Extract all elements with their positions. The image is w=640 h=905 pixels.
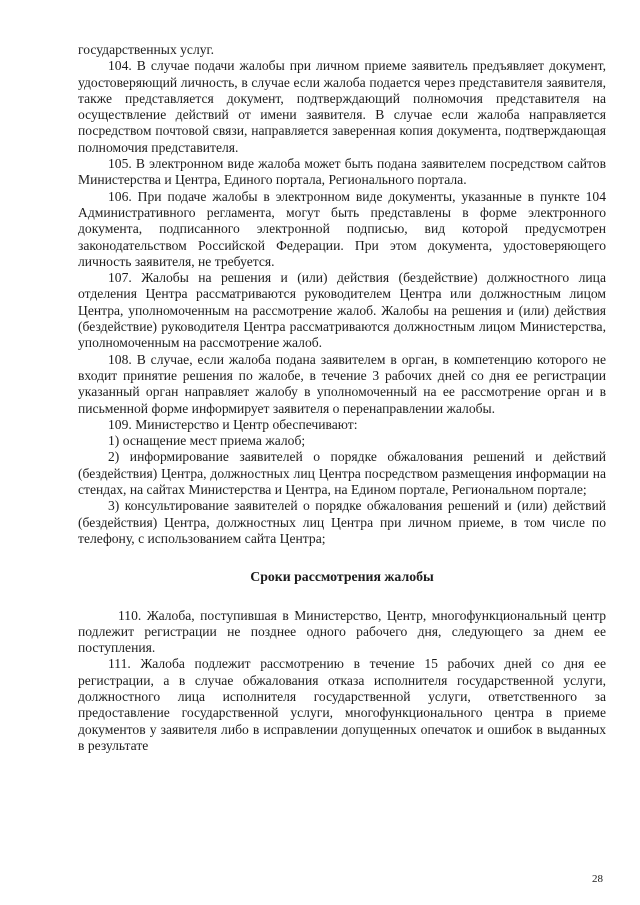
paragraph-continuation: государственных услуг. — [78, 42, 214, 57]
paragraph-110: 110. Жалоба, поступившая в Министерство, Центр, многофункциональный центр подлежит регистрации не позднее одного рабочего дня, следующего за днем ее поступления. — [78, 607, 606, 656]
list-item-2: 2) информирование заявителей о порядке обжалования решений и действий (бездействия) Центра, должностных лиц Центра посредством размещения информации на стендах, на сайтах Министерства и Центра, на Едином портале, Региональном портале; — [78, 449, 606, 498]
list-item-3: 3) консультирование заявителей о порядке обжалования решений и (или) действий (бездействия) Центра, должностных лиц Центра при личном приеме, в том числе по телефону, с использованием сайта Центра; — [78, 498, 606, 546]
list-item-1: 1) оснащение мест приема жалоб; — [108, 433, 306, 449]
page-number: 28 — [592, 873, 603, 885]
paragraph-108: 108. В случае, если жалоба подана заявителем в орган, в компетенцию которого не входит принятие решения по жалобе, в течение 3 рабочих дней со дня ее регистрации указанный орган направляет жалобу в уполномоченный на ее рассмотрение орган и в письменной форме информирует заявителя о перенаправлении жалобы. — [78, 351, 606, 416]
section-heading: Сроки рассмотрения жалобы — [250, 569, 434, 585]
document-body — [78, 42, 606, 754]
paragraph-105: 105. В электронном виде жалоба может быть подана заявителем посредством сайтов Министерства и Центра, Единого портала, Регионального портала. — [78, 156, 606, 188]
paragraph-107: 107. Жалобы на решения и (или) действия (бездействие) должностного лица отделения Центра рассматриваются руководителем Центра или должностным лицом Центра, уполномоченным на рассмотрение жалоб. Жалобы на решения и (или) действия (бездействие) руководителя Центра рассматриваются должностным лицом Министерства, уполномоченным на рассмотрение жалоб. — [78, 270, 606, 351]
paragraph-106: 106. При подаче жалобы в электронном виде документы, указанные в пункте 104 Административного регламента, могут быть представлены в форме электронного документа, подписанного электронной подписью, вид которой предусмотрен законодательством Российской Федерации. При этом документа, удостоверяющего личность заявителя, не требуется. — [78, 188, 606, 269]
paragraph-111: 111. Жалоба подлежит рассмотрению в течение 15 рабочих дней со дня ее регистрации, а в случае обжалования отказа исполнителя государственной услуги, должностного лица исполнителя государственной услуги, ответственного за предоставление государственной услуги, многофункционального центра в приеме документов у заявителя либо в исправлении допущенных опечаток и ошибок в выданных в результате — [78, 656, 606, 753]
paragraph-104: 104. В случае подачи жалобы при личном приеме заявитель предъявляет документ, удостоверяющий личность, в случае если жалоба подается через представителя заявителя, также представляется документ, подтверждающий полномочия представителя на осуществление действий от имени заявителя. В случае если жалоба направляется посредством почтовой связи, направляется заверенная копия документа, подтверждающая полномочия представителя. — [78, 58, 606, 155]
paragraph-109: 109. Министерство и Центр обеспечивают: — [108, 416, 358, 432]
